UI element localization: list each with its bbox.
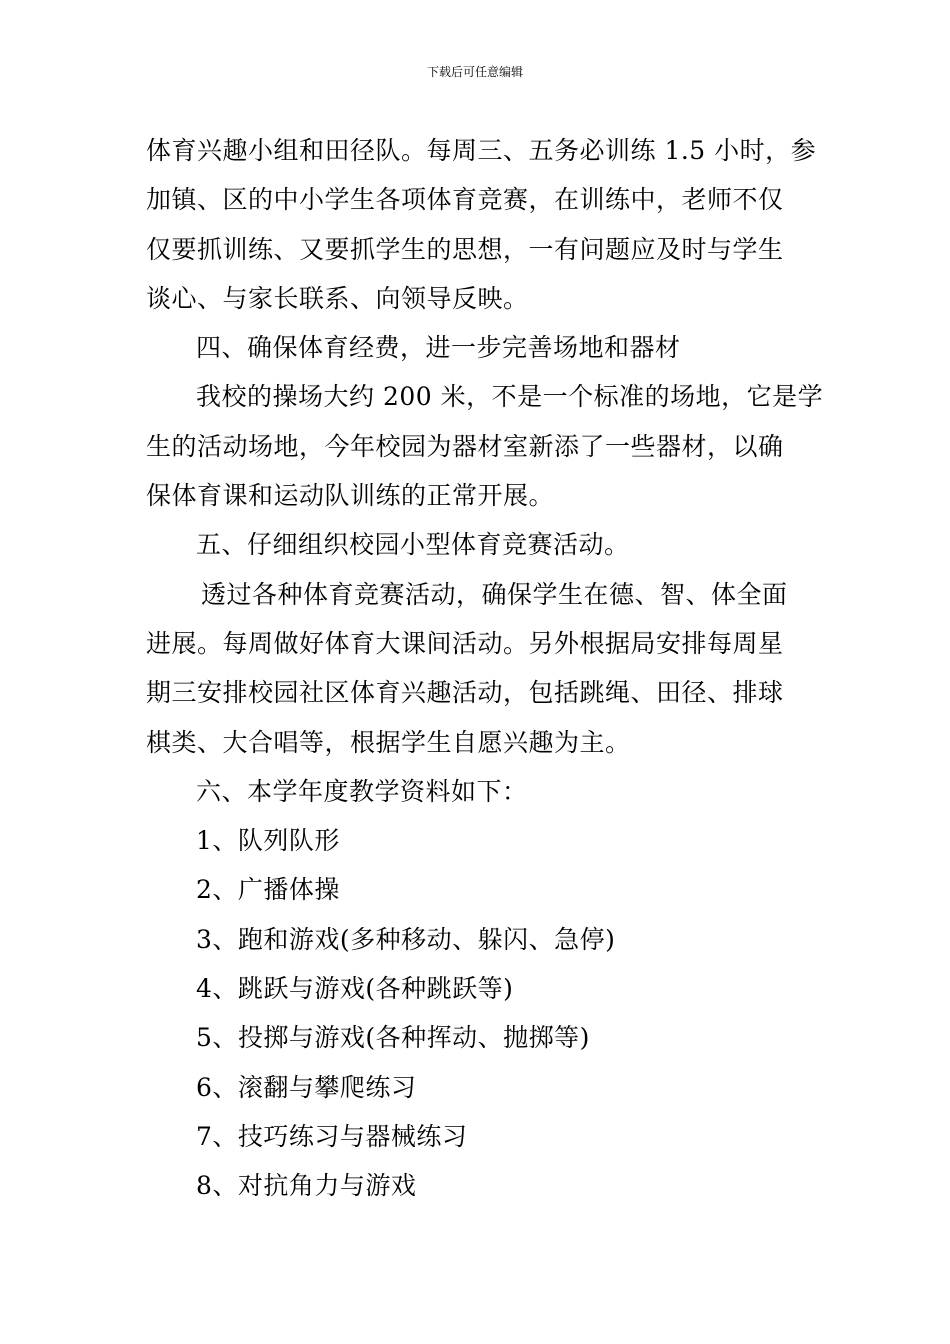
text-line: 谈心、与家长联系、向领导反映。 — [146, 283, 529, 313]
text-line: 四、确保体育经费，进一步完善场地和器材 — [196, 333, 681, 363]
list-item: 4、跳跃与游戏(各种跳跃等) — [196, 974, 514, 1004]
text-line: 体育兴趣小组和田径队。每周三、五务必训练 1.5 小时，参 — [146, 136, 817, 165]
paragraph-competitions — [146, 570, 810, 767]
list-item: 5、投掷与游戏(各种挥动、抛掷等) — [196, 1023, 590, 1053]
text-line: 六、本学年度教学资料如下： — [196, 776, 528, 806]
text-line: 棋类、大合唱等，根据学生自愿兴趣为主。 — [146, 727, 631, 757]
text-line: 进展。每周做好体育大课间活动。另外根据局安排每周星 — [146, 628, 784, 658]
list-item: 1、队列队形 — [196, 826, 340, 856]
text-line: 保体育课和运动队训练的正常开展。 — [146, 481, 555, 511]
section-heading-6 — [146, 767, 810, 816]
section-heading-4 — [146, 323, 810, 372]
text-line: 我校的操场大约 200 米，不是一个标准的场地，它是学 — [196, 382, 824, 412]
paragraph-facilities — [146, 372, 824, 520]
text-line: 五、仔细组织校园小型体育竞赛活动。 — [196, 530, 630, 560]
text-line: 透过各种体育竞赛活动，确保学生在德、智、体全面 — [201, 579, 788, 609]
text-line: 仅要抓训练、又要抓学生的思想，一有问题应及时与学生 — [146, 234, 784, 264]
section-heading-5 — [146, 520, 810, 569]
teaching-content-list — [146, 816, 810, 1210]
list-item: 8、对抗角力与游戏 — [196, 1171, 417, 1201]
list-item: 6、滚翻与攀爬练习 — [196, 1072, 417, 1102]
text-line: 生的活动场地，今年校园为器材室新添了一些器材，以确 — [146, 431, 784, 461]
list-item: 2、广播体操 — [196, 875, 340, 905]
text-line: 加镇、区的中小学生各项体育竞赛，在训练中，老师不仅 — [146, 185, 784, 215]
list-item: 7、技巧练习与器械练习 — [196, 1121, 468, 1151]
page-header-note: 下载后可任意编辑 — [426, 65, 523, 79]
document-body — [146, 126, 824, 1211]
list-item: 3、跑和游戏(多种移动、躲闪、急停) — [196, 924, 616, 954]
text-line: 期三安排校园社区体育兴趣活动，包括跳绳、田径、排球 — [146, 678, 784, 708]
paragraph-training — [146, 126, 817, 323]
